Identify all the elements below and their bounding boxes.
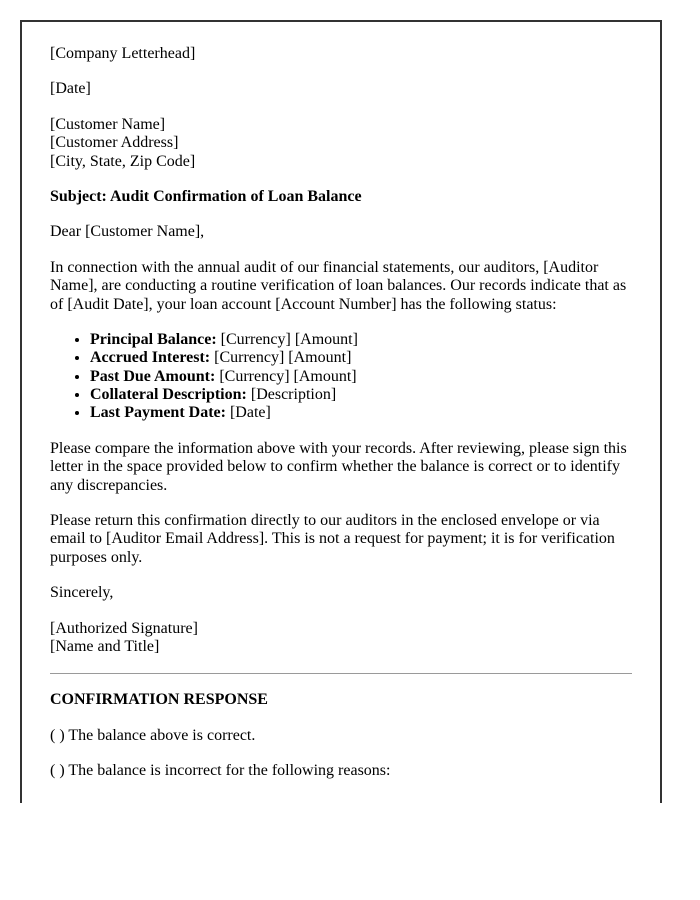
- item-value: [Currency] [Amount]: [220, 330, 358, 348]
- option-balance-correct: ( ) The balance above is correct.: [50, 726, 256, 744]
- item-label: Collateral Description:: [90, 386, 247, 404]
- reasons-blank-line: [50, 798, 316, 803]
- name-title-placeholder: [Name and Title]: [50, 637, 160, 655]
- section-divider: [50, 673, 632, 674]
- recipient-city-state-zip: [City, State, Zip Code]: [50, 152, 196, 170]
- return-paragraph: Please return this confirmation directly to our auditors in the enclosed envelope or via email to [Auditor Email Address]. This is not a request for payment; it is for verification purposes only.: [50, 512, 615, 566]
- intro-paragraph: In connection with the annual audit of our financial statements, our auditors, [Auditor Name], are conducting a routine verification of loan balances. Our records indicate that as of [Audit Date], your loan account [Account Number] has the following status:: [50, 258, 627, 313]
- item-value: [Date]: [229, 404, 271, 422]
- loan-status-item-principal-balance: [90, 331, 632, 349]
- salutation: Dear [Customer Name],: [50, 223, 205, 241]
- compare-paragraph: Please compare the information above with your records. After reviewing, please sign this letter in the space provided below to confirm whether the balance is correct or to identify any discrepancies.: [50, 439, 627, 494]
- loan-status-item-accrued-interest: [90, 349, 632, 367]
- signature-block: [50, 620, 632, 657]
- recipient-address: [Customer Address]: [50, 134, 179, 152]
- item-label: Principal Balance:: [90, 330, 217, 348]
- item-label: Past Due Amount:: [90, 367, 216, 385]
- option-balance-incorrect: ( ) The balance is incorrect for the following reasons:: [50, 762, 391, 780]
- signature-placeholder: [Authorized Signature]: [50, 619, 198, 637]
- item-value: [Description]: [250, 386, 337, 404]
- recipient-name: [Customer Name]: [50, 115, 166, 133]
- loan-status-item-collateral-description: [90, 386, 632, 404]
- item-value: [Currency] [Amount]: [214, 349, 352, 367]
- loan-status-list: [50, 331, 632, 423]
- subject-line: Subject: Audit Confirmation of Loan Balance: [50, 187, 362, 205]
- loan-status-item-last-payment-date: [90, 404, 632, 422]
- item-label: Last Payment Date:: [90, 404, 226, 422]
- letterhead-line: [Company Letterhead]: [50, 45, 196, 62]
- item-label: Accrued Interest:: [90, 349, 211, 367]
- letter-page: [20, 20, 662, 803]
- confirmation-heading: CONFIRMATION RESPONSE: [50, 691, 268, 709]
- recipient-block: [50, 116, 632, 171]
- date-line: [Date]: [50, 80, 91, 98]
- item-value: [Currency] [Amount]: [219, 367, 357, 385]
- loan-status-item-past-due-amount: [90, 368, 632, 386]
- closing: Sincerely,: [50, 584, 114, 602]
